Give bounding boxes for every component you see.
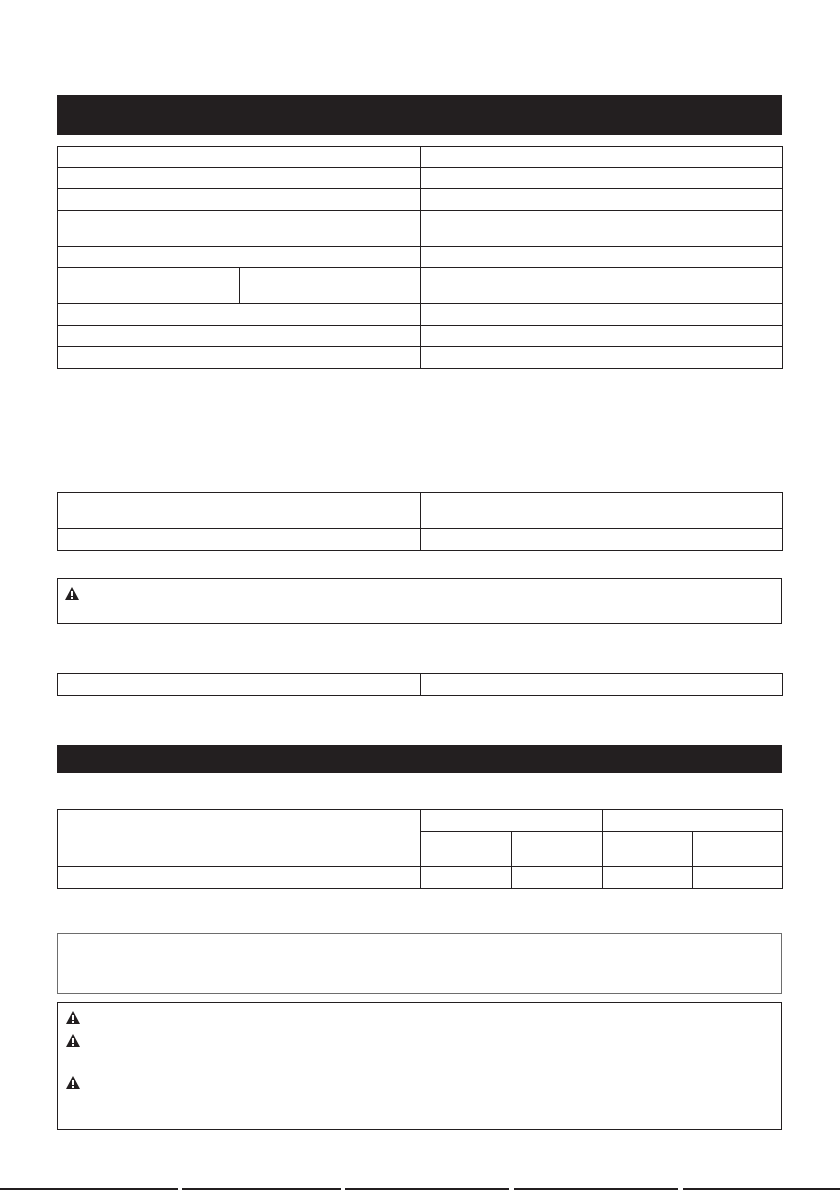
table-cell — [58, 674, 421, 696]
table-cell — [421, 247, 783, 268]
table-cell — [421, 211, 783, 247]
table-cell — [58, 211, 421, 247]
table-row — [58, 147, 783, 168]
table-row — [58, 211, 783, 247]
footer-rule — [0, 1188, 178, 1190]
warning-box — [57, 1002, 782, 1130]
table-cell — [421, 810, 603, 832]
table-cell — [421, 867, 512, 889]
table-cell — [58, 867, 421, 889]
footer-rule — [345, 1188, 509, 1190]
table-cell — [512, 867, 603, 889]
table-cell — [58, 268, 240, 304]
table-row — [58, 674, 783, 696]
table-row — [58, 810, 783, 832]
table-cell — [421, 304, 783, 326]
table-cell — [58, 347, 421, 369]
table-cell — [58, 147, 421, 168]
table-cell — [58, 810, 421, 867]
table-cell — [58, 168, 421, 189]
table-cell — [421, 493, 783, 529]
charger-table — [57, 673, 783, 696]
table-cell — [58, 189, 421, 211]
battery-table — [57, 492, 783, 551]
table-cell — [58, 247, 421, 268]
table-cell — [58, 326, 421, 347]
table-cell — [421, 832, 512, 867]
specifications-table — [57, 146, 783, 369]
table-cell — [421, 189, 783, 211]
table-row — [58, 304, 783, 326]
table-row — [58, 247, 783, 268]
warning-triangle-icon — [66, 1076, 80, 1089]
table-cell — [693, 832, 783, 867]
warning-triangle-icon — [65, 587, 79, 600]
table-row — [58, 268, 783, 304]
table-cell — [603, 867, 693, 889]
table-row — [58, 493, 783, 529]
table-cell — [421, 347, 783, 369]
table-cell — [58, 493, 421, 529]
table-cell — [421, 529, 783, 551]
table-cell — [603, 832, 693, 867]
table-cell — [421, 674, 783, 696]
table-cell — [421, 326, 783, 347]
warning-triangle-icon — [66, 1011, 80, 1024]
table-cell — [421, 268, 783, 304]
section-header-bar — [57, 745, 782, 773]
table-cell — [421, 168, 783, 189]
table-row — [58, 867, 783, 889]
table-cell — [240, 268, 421, 304]
table-cell — [603, 810, 783, 832]
table-row — [58, 168, 783, 189]
warning-triangle-icon — [66, 1034, 80, 1047]
table-row — [58, 529, 783, 551]
table-cell — [693, 867, 783, 889]
table-cell — [58, 529, 421, 551]
footer-rule — [182, 1188, 341, 1190]
footer-rule — [683, 1188, 840, 1190]
table-row — [58, 347, 783, 369]
table-cell — [421, 147, 783, 168]
table-row — [58, 326, 783, 347]
warning-box — [57, 578, 782, 624]
section-header-bar — [57, 95, 782, 135]
table-cell — [512, 832, 603, 867]
table-cell — [58, 304, 421, 326]
footer-rule — [514, 1188, 678, 1190]
table-row — [58, 189, 783, 211]
note-box — [57, 933, 782, 994]
noise-table — [57, 809, 783, 889]
